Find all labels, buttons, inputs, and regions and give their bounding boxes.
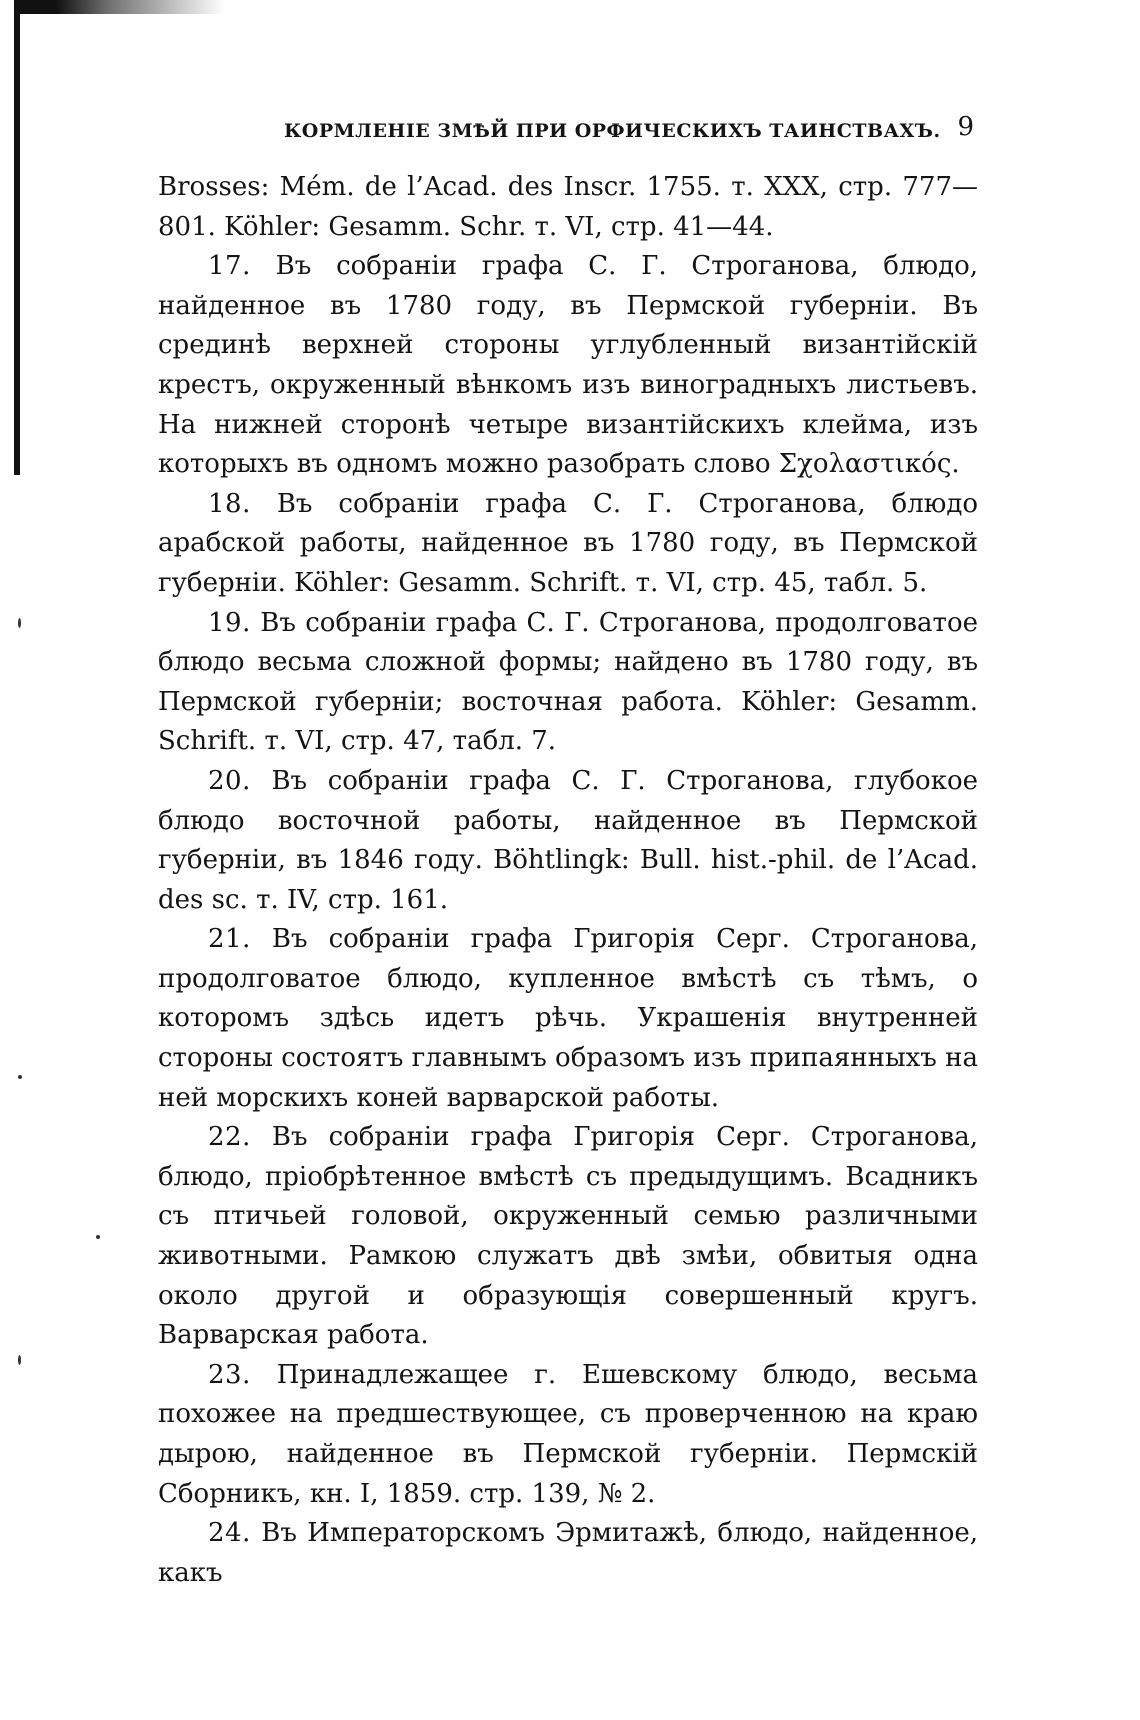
entry-19 (158, 604, 978, 762)
entry-text: Принадлежащее г. Ешевскому блюдо, весьма похожее на предшествующее, съ проверченною на краю дырою, найденное въ Пермской губерніи. Пермскій Сборникъ, кн. I, 1859. стр. 139, № 2. (158, 1359, 978, 1509)
entry-number: 21. (208, 924, 251, 955)
entry-number: 19. (208, 607, 251, 638)
entry-text: Въ Императорскомъ Эрмитажѣ, блюдо, найденное, какъ (158, 1518, 979, 1588)
entry-17 (158, 247, 978, 485)
entry-text: Въ собраніи графа С. Г. Строганова, глубокое блюдо восточной работы, найденное въ Пермской губерніи, въ 1846 году. Böhtlingk: Bull. hist.-phil. de l’Acad. des sc. т. IV, стр. 161. (158, 765, 978, 915)
entry-24 (158, 1514, 978, 1593)
entry-text: Въ собраніи графа С. Г. Строганова, продолговатое блюдо весьма сложной формы; найдено въ 1780 году, въ Пермской губерніи; восточная работа. Köhler: Gesamm. Schrift. т. VI, стр. 47, табл. 7. (158, 607, 978, 757)
entry-text: Въ собраніи графа С. Г. Строганова, блюдо, найденное въ 1780 году, въ Пермской губерніи. Въ срединѣ верхней стороны углубленный византійскій крестъ, окруженный вѣнкомъ изъ виноградныхъ листьевъ. На нижней сторонѣ четыре византійскихъ клейма, изъ которыхъ въ одномъ можно разобрать слово Σχολαστικός. (158, 251, 979, 480)
scan-edge-shadow-top (14, 0, 224, 14)
entry-text: Въ собраніи графа Григорія Серг. Строганова, блюдо, пріобрѣтенное вмѣстѣ съ предыдущимъ. Всадникъ съ птичьей головой, окруженный семью различными животными. Рамкою служатъ двѣ змѣи, обвитыя одна около другой и образующія совершенный кругъ. Варварская работа. (158, 1122, 978, 1351)
entry-number: 22. (208, 1122, 251, 1153)
entry-20 (158, 762, 978, 920)
entry-text: Brosses: Mém. de l’Acad. des Inscr. 1755. т. XXX, стр. 777—801. Köhler: Gesamm. Schr. т. VI, стр. 41—44. (158, 172, 978, 242)
scan-edge-shadow-left (14, 0, 20, 475)
running-title: КОРМЛЕНІЕ ЗМѢЙ ПРИ ОРФИЧЕСКИХЪ ТАИНСТВАХЪ. (284, 120, 941, 142)
entry-number: 20. (208, 765, 251, 796)
entry-22 (158, 1118, 978, 1356)
scan-speck (18, 618, 21, 628)
entry-text: Въ собраніи графа С. Г. Строганова, блюдо арабской работы, найденное въ 1780 году, въ Пермской губерніи. Köhler: Gesamm. Schrift. т. VI, стр. 45, табл. 5. (158, 488, 979, 598)
scan-speck (96, 1235, 100, 1239)
page-text (158, 168, 978, 1593)
scan-speck (18, 1075, 22, 1079)
entry-number: 23. (208, 1359, 251, 1390)
scan-speck (18, 1355, 21, 1365)
entry-number: 18. (208, 488, 251, 519)
entry-number: 17. (208, 251, 251, 282)
entry-text: Въ собраніи графа Григорія Серг. Строганова, продолговатое блюдо, купленное вмѣстѣ съ тѣмъ, о которомъ здѣсь идетъ рѣчь. Украшенія внутренней стороны состоятъ главнымъ образомъ изъ припаянныхъ на ней морскихъ коней варварской работы. (158, 924, 978, 1113)
entry-continued (158, 168, 978, 247)
entry-23 (158, 1356, 978, 1514)
page-number: 9 (957, 112, 974, 142)
entry-21 (158, 920, 978, 1118)
entry-18 (158, 485, 978, 604)
running-head (158, 112, 978, 148)
entry-number: 24. (208, 1518, 251, 1549)
